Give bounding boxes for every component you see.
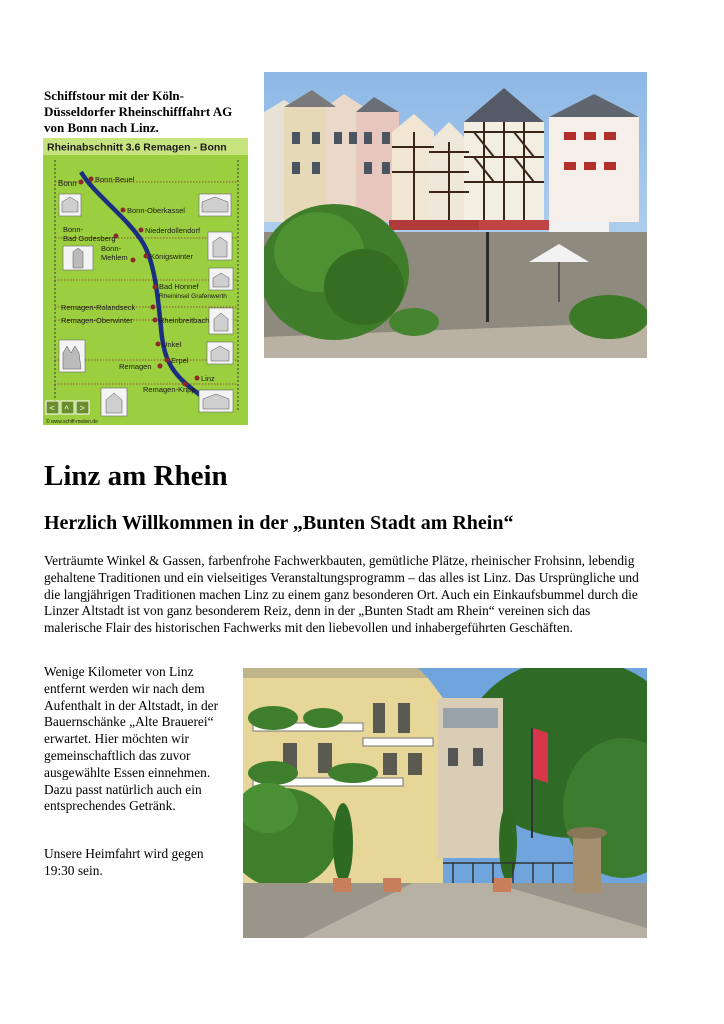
place-bad-honnef: Bad Honnef bbox=[159, 282, 199, 291]
map-nav-prev: < bbox=[49, 403, 55, 413]
place-bonn: Bonn bbox=[58, 179, 77, 188]
place-remagen: Remagen bbox=[119, 362, 152, 371]
place-rheininsel: Rheininsel Grafenwerth bbox=[159, 293, 227, 300]
map-header: Rheinabschnitt 3.6 Remagen - Bonn bbox=[47, 141, 227, 154]
place-bonn-oberkassel: Bonn-Oberkassel bbox=[127, 206, 185, 215]
place-erpel: Erpel bbox=[171, 356, 189, 365]
place-bonn-beuel: Bonn-Beuel bbox=[95, 175, 135, 184]
place-bonn-mehlem-2: Mehlem bbox=[101, 253, 128, 262]
place-remagen-oberwinter: Remagen-Oberwinter bbox=[61, 316, 133, 325]
place-remagen-kripp: Remagen-Kripp bbox=[143, 385, 196, 394]
page-title: Linz am Rhein bbox=[44, 460, 228, 492]
river-map bbox=[43, 138, 248, 425]
photo-linz-street bbox=[243, 668, 647, 938]
place-remagen-rolandseck: Remagen-Rolandseck bbox=[61, 303, 136, 312]
page-subtitle: Herzlich Willkommen in der „Bunten Stadt am Rhein“ bbox=[44, 512, 514, 534]
place-unkel: Unkel bbox=[162, 340, 182, 349]
place-koenigswinter: Königswinter bbox=[150, 252, 193, 261]
dinner-paragraph: Wenige Kilometer von Linz entfernt werden wir nach dem Aufenthalt in der Altstadt, in der Bauernschänke „Alte Brauerei“ erwartet. Hier möchten wir gemeinschaftlich das zuvor ausgewählte Essen einnehmen. Dazu passt natürlich auch ein entsprechendes Getränk. bbox=[44, 664, 219, 814]
map-footer: © www.schiff-meilen.de bbox=[46, 419, 98, 425]
map-nav bbox=[46, 401, 89, 414]
place-linz: Linz bbox=[201, 374, 215, 383]
place-rheinbreitbach: Rheinbreitbach bbox=[159, 316, 210, 325]
return-paragraph: Unsere Heimfahrt wird gegen 19:30 sein. bbox=[44, 846, 204, 878]
place-bonn-mehlem-1: Bonn- bbox=[101, 244, 122, 253]
map-nav-up: ^ bbox=[64, 404, 69, 414]
map-nav-next: > bbox=[79, 403, 85, 413]
map-caption: Schiffstour mit der Köln-Düsseldorfer Rheinschifffahrt AG von Bonn nach Linz. bbox=[44, 88, 233, 135]
place-bad-godesberg-1: Bonn- bbox=[63, 225, 84, 234]
place-bad-godesberg-2: Bad Godesberg bbox=[63, 234, 116, 243]
intro-paragraph: Verträumte Winkel & Gassen, farbenfrohe Fachwerkbauten, gemütliche Plätze, rheinischer Frohsinn, lebendig gehaltene Traditionen und ein vielseitiges Veranstaltungsprogramm – das alles ist Linz. Das Ursprüngliche und die langjährigen Traditionen machen Linz zu einem ganz besonderen Ort. Auch ein Einkaufsbummel durch die Linzer Altstadt ist von ganz besonderem Reiz, denn in der „Bunten Stadt am Rhein“ vereinen sich das malerische Flair des historischen Fachwerks mit den liebevollen und inhabergeführten Geschäften. bbox=[44, 553, 639, 636]
place-niederdollendorf: Niederdollendorf bbox=[145, 226, 201, 235]
photo-linz-marketplace bbox=[264, 72, 647, 358]
river-map-graphic bbox=[43, 138, 248, 425]
